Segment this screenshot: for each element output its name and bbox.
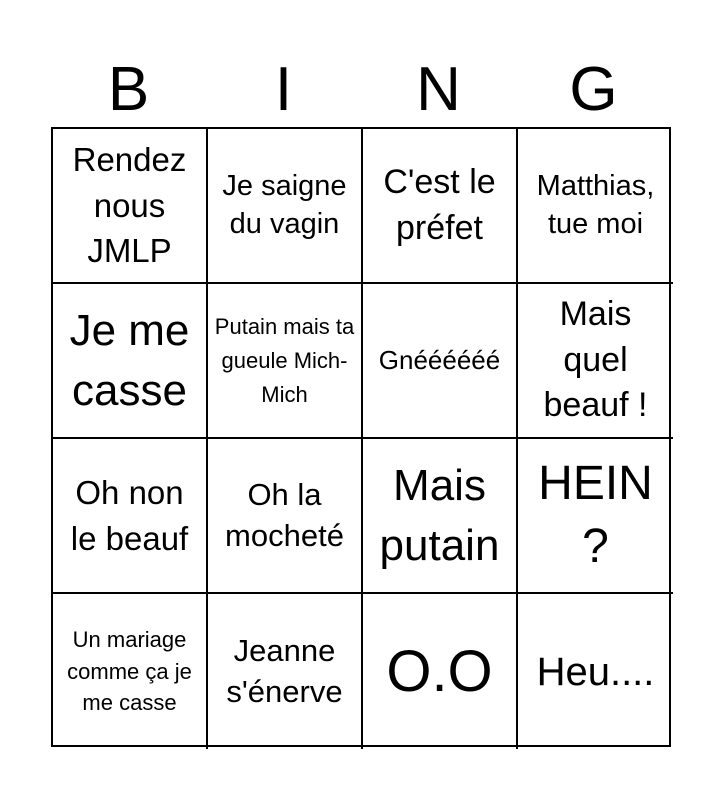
bingo-cell-text: Mais putain bbox=[379, 461, 500, 570]
bingo-cell[interactable] bbox=[363, 439, 518, 594]
bingo-cell[interactable] bbox=[363, 284, 518, 439]
bingo-cell-text: Rendez nous JMLP bbox=[72, 141, 187, 270]
header-letter-b: B bbox=[107, 55, 150, 124]
bingo-cell-text: C'est le préfet bbox=[383, 162, 496, 247]
bingo-cell[interactable] bbox=[518, 594, 673, 749]
bingo-cell-text: Mais quel beauf ! bbox=[543, 294, 648, 425]
bingo-cell-text: Oh non le beauf bbox=[70, 473, 189, 557]
bingo-cell[interactable] bbox=[53, 284, 208, 439]
bingo-header bbox=[51, 52, 671, 128]
bingo-cell-text: Matthias, tue moi bbox=[536, 169, 655, 240]
bingo-cell-text: Je me casse bbox=[69, 306, 190, 415]
bingo-cell[interactable] bbox=[53, 594, 208, 749]
bingo-card bbox=[51, 127, 671, 747]
bingo-cell[interactable] bbox=[518, 439, 673, 594]
bingo-cell-text: Je saigne du vagin bbox=[222, 169, 347, 240]
bingo-cell[interactable] bbox=[53, 129, 208, 284]
bingo-cell[interactable] bbox=[518, 284, 673, 439]
bingo-cell-text: O.O bbox=[386, 638, 493, 704]
bingo-cell-text: Putain mais ta gueule Mich-Mich bbox=[214, 313, 355, 407]
bingo-cell-text: Oh la mocheté bbox=[225, 477, 344, 553]
bingo-cell[interactable] bbox=[518, 129, 673, 284]
bingo-cell[interactable] bbox=[208, 439, 363, 594]
header-letter-g: G bbox=[569, 55, 618, 124]
bingo-cell[interactable] bbox=[363, 129, 518, 284]
header-letter-i: I bbox=[274, 55, 293, 124]
bingo-cell-text: HEIN ? bbox=[538, 457, 653, 573]
bingo-cell-text: Un mariage comme ça je me casse bbox=[67, 626, 192, 716]
bingo-cell[interactable] bbox=[208, 129, 363, 284]
bingo-cell[interactable] bbox=[363, 594, 518, 749]
bingo-cell-text: Jeanne s'énerve bbox=[226, 633, 343, 709]
bingo-cell-text: Gnéééééé bbox=[378, 344, 501, 375]
bingo-cell[interactable] bbox=[53, 439, 208, 594]
bingo-cell[interactable] bbox=[208, 284, 363, 439]
bingo-cell-text: Heu.... bbox=[536, 649, 655, 694]
bingo-cell[interactable] bbox=[208, 594, 363, 749]
header-letter-n: N bbox=[416, 55, 461, 124]
